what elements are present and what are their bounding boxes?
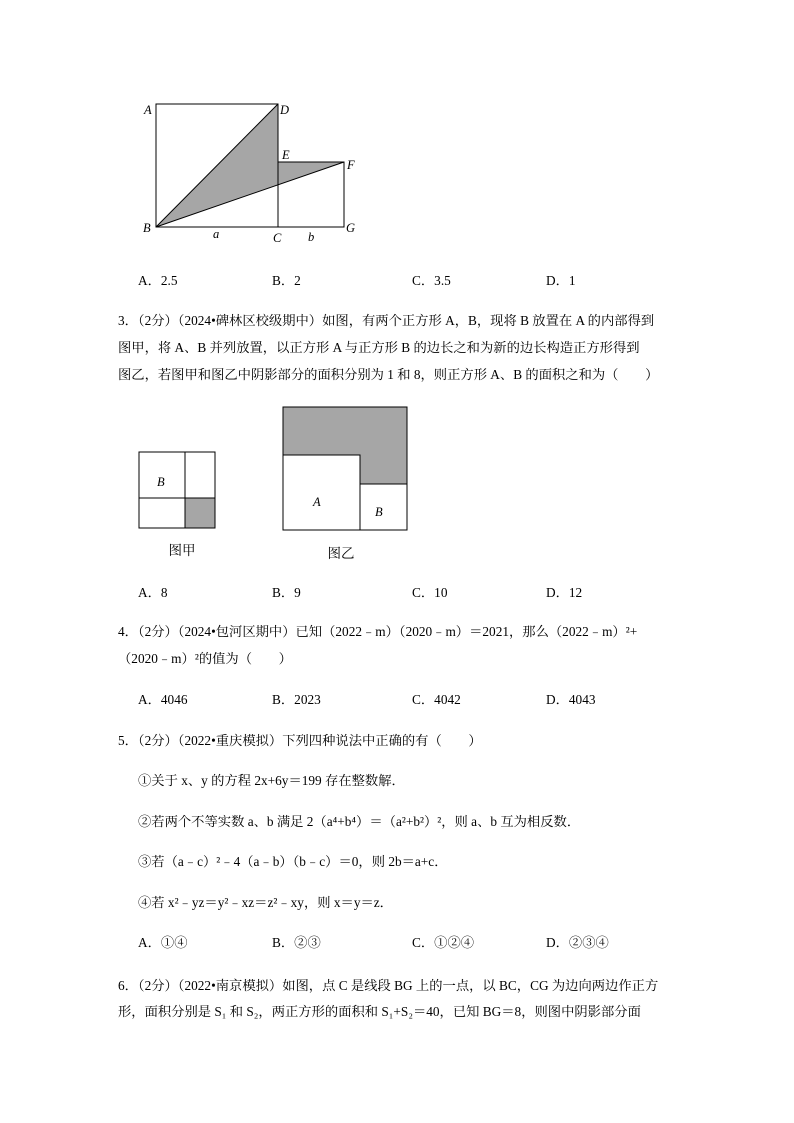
label-length-a: a (213, 227, 220, 241)
figure-jia (139, 452, 215, 558)
q5-option-b: B．②③ (272, 935, 321, 950)
yi-caption: 图乙 (327, 546, 355, 561)
label-point-e: E (282, 148, 290, 162)
q4-option-c: C．4042 (412, 692, 461, 707)
q3-option-b: B．9 (272, 585, 301, 600)
q2-option-c: C．3.5 (412, 273, 451, 288)
q5-statement-3: ③若（a﹣c）²﹣4（a﹣b）（b﹣c）＝0，则 2b＝a+c． (138, 854, 448, 869)
q2-option-a: A．2.5 (138, 273, 178, 288)
figure-yi (283, 407, 407, 561)
jia-caption: 图甲 (168, 543, 196, 558)
q3-line-3: 图乙，若图甲和图乙中阴影部分的面积分别为 1 和 8，则正方形 A、B 的面积之和为（ ） (118, 367, 659, 382)
label-point-c: C (273, 231, 282, 245)
q5-statement-4: ④若 x²﹣yz＝y²﹣xz＝z²﹣xy，则 x＝y＝z． (138, 895, 393, 910)
q5-option-d: D．②③④ (546, 935, 609, 950)
q4-option-b: B．2023 (272, 692, 321, 707)
q6-line-1: 6．（2分）（2022•南京模拟）如图，点 C 是线段 BG 上的一点，以 BC，CG 为边向两边作正方 (118, 978, 659, 993)
q4-line-2: （2020﹣m）²的值为（ ） (118, 651, 292, 666)
label-point-d: D (280, 103, 290, 117)
yi-shaded-region (283, 407, 407, 484)
yi-square-a (283, 455, 360, 530)
label-length-b: b (308, 230, 315, 244)
label-point-f: F (347, 158, 355, 172)
jia-shaded-square (185, 498, 215, 528)
q4-option-a: A．4046 (138, 692, 188, 707)
q5-option-a: A．①④ (138, 935, 188, 950)
q3-option-c: C．10 (412, 585, 448, 600)
yi-label-a: A (313, 495, 321, 509)
q3-line-2: 图甲，将 A、B 并列放置，以正方形 A 与正方形 B 的边长之和为新的边长构造正方形得到 (118, 340, 640, 355)
q4-option-d: D．4043 (546, 692, 596, 707)
q5-option-c: C．①②④ (412, 935, 475, 950)
q2-option-b: B．2 (272, 273, 301, 288)
q6-line-2: 形，面积分别是 S₁ 和 S₂，两正方形的面积和 S₁+S₂＝40，已知 BG＝8，则图中阴影部分面 (118, 1004, 641, 1019)
label-point-a: A (144, 103, 152, 117)
q3-line-1: 3．（2分）（2024•碑林区校级期中）如图，有两个正方形 A，B，现将 B 放置在 A 的内部得到 (118, 313, 655, 328)
yi-square-b (360, 484, 407, 530)
label-point-g: G (346, 221, 356, 235)
q3-option-a: A．8 (138, 585, 168, 600)
q5-statement-2: ②若两个不等实数 a、b 满足 2（a⁴+b⁴）＝（a²+b²）²，则 a、b 互为相反数． (138, 814, 581, 829)
yi-label-b: B (375, 505, 383, 519)
q3-option-d: D．12 (546, 585, 583, 600)
q4-line-1: 4．（2分）（2024•包河区期中）已知（2022﹣m）（2020﹣m）＝2021，那么（2022﹣m）²+ (118, 624, 638, 639)
label-point-b: B (143, 221, 151, 235)
q2-option-d: D．1 (546, 273, 576, 288)
jia-label-b: B (157, 475, 165, 489)
q5-line-1: 5．（2分）（2022•重庆模拟）下列四种说法中正确的有（ ） (118, 733, 482, 748)
q5-statement-1: ①关于 x、y 的方程 2x+6y＝199 存在整数解． (138, 773, 405, 788)
